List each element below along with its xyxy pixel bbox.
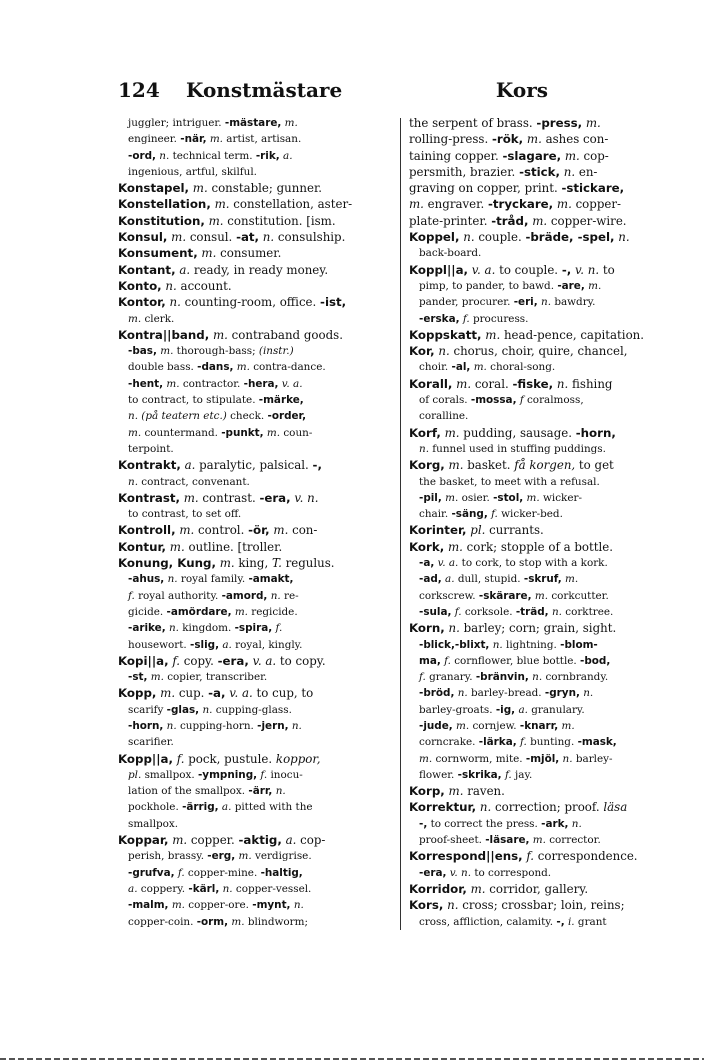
entry-line: -blick,-blixt, n. lightning. -blom- xyxy=(419,638,598,651)
entry-headword-line: Konung, Kung, m. king, T. regulus. xyxy=(118,556,335,571)
entry-line: juggler; intriguer. -mästare, m. xyxy=(128,117,298,129)
entry-headword-line: Korp, m. raven. xyxy=(409,784,505,799)
entry-headword-line: Konstitution, m. constitution. [ism. xyxy=(118,213,336,228)
entry-line: barley-groats. -ig, a. granulary. xyxy=(419,703,585,716)
entry-line: double bass. -dans, m. contra-dance. xyxy=(128,361,326,374)
entry-headword-line: Konstellation, m. constellation, aster- xyxy=(118,197,353,212)
entry-line: n. contract, convenant. xyxy=(128,475,250,488)
entry-line: corncrake. -lärka, f. bunting. -mask, xyxy=(419,736,617,749)
entry-line: back-board. xyxy=(419,247,482,260)
entry-line: to contract, to stipulate. -märke, xyxy=(128,394,304,407)
entry-headword-line: Kontant, a. ready, in ready money. xyxy=(118,262,329,277)
page-number: 124 xyxy=(118,78,160,102)
entry-headword-line: Kontra||band, m. contraband goods. xyxy=(118,327,343,342)
entry-line: -jude, m. cornjew. -knarr, m. xyxy=(419,719,575,732)
entry-headword-line: Kontor, n. counting-room, office. -ist, xyxy=(118,295,347,310)
entry-line: chair. -säng, f. wicker-bed. xyxy=(419,508,563,521)
entry-headword-line: Kopp, m. cup. -a, v. a. to cup, to xyxy=(118,686,314,701)
entry-line: coralline. xyxy=(419,410,469,423)
entry-line: n. funnel used in stuffing puddings. xyxy=(419,442,606,455)
entry-line: pockhole. -ärrig, a. pitted with the xyxy=(128,801,313,814)
right-column xyxy=(409,115,657,930)
entry-headword-line: Kork, m. cork; stopple of a bottle. xyxy=(409,539,613,554)
entry-line: proof-sheet. -läsare, m. corrector. xyxy=(419,834,601,847)
entry-headword-line: the serpent of brass. -press, m. xyxy=(409,116,601,130)
entry-headword-line: Kontrast, m. contrast. -era, v. n. xyxy=(118,490,319,505)
entry-headword-line: Koppskatt, m. head-pence, capitation. xyxy=(409,327,645,342)
entry-line: -bas, m. thorough-bass; (instr.) xyxy=(128,345,294,358)
entry-line: -grufva, f. copper-mine. -haltig, xyxy=(128,866,303,879)
entry-line: choir. -al, m. choral-song. xyxy=(419,361,556,374)
entry-line: pimp, to pander, to bawd. -are, m. xyxy=(419,279,602,292)
entry-headword-line: Kontur, m. outline. [troller. xyxy=(118,539,283,554)
entry-line: cross, affliction, calamity. -, i. grant xyxy=(419,915,607,928)
entry-line: pl. smallpox. -ympning, f. inocu- xyxy=(128,768,303,781)
entry-line: scarifier. xyxy=(128,736,174,749)
entry-line: copper-coin. -orm, m. blindworm; xyxy=(128,915,308,928)
entry-line: engineer. -när, m. artist, artisan. xyxy=(128,133,302,146)
entry-line: -erska, f. procuress. xyxy=(419,312,529,325)
entry-headword-line: Korf, m. pudding, sausage. -horn, xyxy=(409,425,616,440)
entry-line: -ord, n. technical term. -rik, a. xyxy=(128,149,293,162)
entry-headword-line: taining copper. -slagare, m. cop- xyxy=(409,148,609,163)
entry-line: a. coppery. -kärl, n. copper-vessel. xyxy=(128,882,312,895)
entry-line: perish, brassy. -erg, m. verdigrise. xyxy=(128,850,312,863)
left-guide-word: Konstmästare xyxy=(186,78,343,102)
entry-headword-line: Konsument, m. consumer. xyxy=(118,246,282,261)
entry-line: ingenious, artful, skilful. xyxy=(128,165,257,178)
bottom-rule xyxy=(0,1058,704,1060)
entry-line: -ahus, n. royal family. -amakt, xyxy=(128,573,294,586)
entry-line: lation of the smallpox. -ärr, n. xyxy=(128,785,286,798)
entry-line: scarify -glas, n. cupping-glass. xyxy=(128,703,292,716)
entry-headword-line: plate-printer. -tråd, m. copper-wire. xyxy=(409,213,627,228)
entry-headword-line: Korridor, m. corridor, gallery. xyxy=(409,881,589,896)
entry-headword-line: Korrektur, n. correction; proof. läsa xyxy=(409,800,628,815)
entry-line: -bröd, n. barley-bread. -gryn, n. xyxy=(419,687,594,700)
entry-line: -ad, a. dull, stupid. -skruf, m. xyxy=(419,573,579,586)
entry-line: -arike, n. kingdom. -spira, f. xyxy=(128,622,283,635)
entry-line: ma, f. cornflower, blue bottle. -bod, xyxy=(419,654,611,667)
entry-headword-line: rolling-press. -rök, m. ashes con- xyxy=(409,132,609,147)
entry-headword-line: Konsul, m. consul. -at, n. consulship. xyxy=(118,230,346,245)
entry-headword-line: Konstapel, m. constable; gunner. xyxy=(118,181,323,196)
entry-line: -hent, m. contractor. -hera, v. a. xyxy=(128,377,303,390)
entry-line: -malm, m. copper-ore. -mynt, n. xyxy=(128,899,304,912)
entry-headword-line: Korg, m. basket. få korgen, to get xyxy=(409,458,614,473)
right-guide-word: Kors xyxy=(495,78,548,102)
entry-line: terpoint. xyxy=(128,442,174,455)
entry-line: f. granary. -bränvin, n. cornbrandy. xyxy=(419,671,609,684)
entry-line: of corals. -mossa, f coralmoss, xyxy=(419,394,584,407)
entry-line: corkscrew. -skärare, m. corkcutter. xyxy=(419,589,609,602)
entry-line: flower. -skrika, f. jay. xyxy=(419,768,533,781)
entry-line: -st, m. copier, transcriber. xyxy=(128,671,268,684)
entry-line: -, to correct the press. -ark, n. xyxy=(419,817,582,830)
entry-headword-line: Korrespond||ens, f. correspondence. xyxy=(409,849,638,864)
entry-line: m. clerk. xyxy=(128,312,175,325)
entry-headword-line: Kors, n. cross; crossbar; loin, reins; xyxy=(409,898,625,913)
entry-headword-line: Kontroll, m. control. -ör, m. con- xyxy=(118,523,318,538)
entry-headword-line: Kopp||a, f. pock, pustule. koppor, xyxy=(118,751,321,766)
entry-line: gicide. -amördare, m. regicide. xyxy=(128,605,298,618)
page-header xyxy=(118,78,548,110)
entry-line: -horn, n. cupping-horn. -jern, n. xyxy=(128,719,302,732)
entry-line: -pil, m. osier. -stol, m. wicker- xyxy=(419,491,582,504)
left-column xyxy=(118,115,394,930)
entry-headword-line: graving on copper, print. -stickare, xyxy=(409,181,625,196)
entry-line: n. (på teatern etc.) check. -order, xyxy=(128,410,307,423)
entry-headword-line: Korinter, pl. currants. xyxy=(409,523,544,538)
entry-headword-line: m. engraver. -tryckare, m. copper- xyxy=(409,197,621,212)
entry-line: -era, v. n. to correspond. xyxy=(419,866,552,879)
column-divider xyxy=(400,118,401,930)
entry-headword-line: persmith, brazier. -stick, n. en- xyxy=(409,164,598,179)
entry-line: f. royal authority. -amord, n. re- xyxy=(128,589,299,602)
entry-headword-line: Koppel, n. couple. -bräde, -spel, n. xyxy=(409,230,630,245)
entry-line: m. cornworm, mite. -mjöl, n. barley- xyxy=(419,752,613,765)
entry-line: m. countermand. -punkt, m. coun- xyxy=(128,426,313,439)
entry-headword-line: Konto, n. account. xyxy=(118,278,232,293)
entry-line: smallpox. xyxy=(128,817,179,830)
entry-headword-line: Kopi||a, f. copy. -era, v. a. to copy. xyxy=(118,653,326,668)
entry-headword-line: Korn, n. barley; corn; grain, sight. xyxy=(409,621,617,636)
entry-line: pander, procurer. -eri, n. bawdry. xyxy=(419,296,596,309)
entry-headword-line: Korall, m. coral. -fiske, n. fishing xyxy=(409,376,613,391)
entry-headword-line: Kontrakt, a. paralytic, palsical. -, xyxy=(118,458,322,473)
entry-line: -sula, f. corksole. -träd, n. corktree. xyxy=(419,605,614,618)
entry-line: to contrast, to set off. xyxy=(128,508,242,521)
entry-headword-line: Koppar, m. copper. -aktig, a. cop- xyxy=(118,833,326,848)
entry-headword-line: Koppl||a, v. a. to couple. -, v. n. to xyxy=(409,262,615,277)
entry-headword-line: Kor, n. chorus, choir, quire, chancel, xyxy=(409,344,628,359)
entry-line: housewort. -slig, a. royal, kingly. xyxy=(128,638,303,651)
entry-line: -a, v. a. to cork, to stop with a kork. xyxy=(419,557,608,570)
entry-line: the basket, to meet with a refusal. xyxy=(419,475,600,488)
